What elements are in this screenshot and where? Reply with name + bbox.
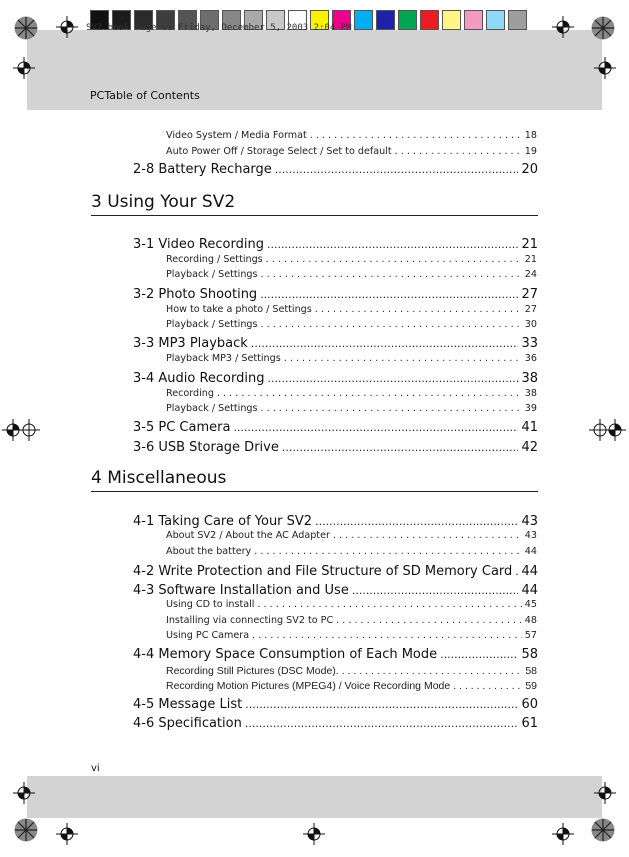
toc-page-number: 58 [525,665,537,677]
toc-entry-title: 4-3 Software Installation and Use [133,583,349,598]
toc-page-number: 42 [521,440,538,455]
toc-subentry[interactable] [166,615,537,629]
toc-page-number: 20 [521,162,538,177]
toc-page-number: 27 [521,287,538,302]
toc-entry-title: Video System / Media Format [166,130,307,141]
leader-dots [352,584,519,597]
color-swatch [442,10,461,30]
toc-entry-title: 3-3 MP3 Playback [133,336,248,351]
leader-dots [233,421,518,434]
toc-subentry[interactable] [166,319,537,333]
registration-mark-icon [552,16,574,38]
color-swatch [354,10,373,30]
toc-entry-title: Using PC Camera [166,630,250,641]
toc-entry-title: Recording [166,388,214,399]
toc-page-number: 61 [521,716,538,731]
toc-page-number: 24 [524,269,537,280]
toc-entry-title: 4-1 Taking Care of Your SV2 [133,514,313,529]
registration-mark-icon [56,823,78,845]
toc-page-number: 44 [521,564,538,579]
leader-dots [342,665,523,677]
toc-page-number: 44 [524,546,537,557]
registration-mark-icon [303,823,325,845]
toc-page-number: 44 [521,583,538,598]
toc-section[interactable] [133,420,538,437]
toc-entry-title: Playback / Settings [166,269,258,280]
toc-entry-title: How to take a photo / Settings [166,304,312,315]
toc-page-number: 39 [524,403,537,414]
leader-dots [282,441,519,454]
registration-mark-icon [13,782,35,804]
toc-entry-title: 4-5 Message List [133,697,243,712]
leader-dots [310,130,522,141]
toc-page-number: 21 [521,237,538,252]
registration-mark-icon [594,57,616,79]
toc-subentry[interactable] [166,146,537,160]
toc-entry-title: Playback MP3 / Settings [166,353,281,364]
toc-page-number: 43 [524,530,537,541]
toc-section[interactable] [133,647,538,664]
toc-subentry[interactable] [166,599,537,613]
star-target-icon [591,16,615,40]
leader-dots [217,388,522,399]
toc-section[interactable] [133,514,538,531]
toc-page-number: 48 [524,615,537,626]
color-swatch [464,10,483,30]
toc-subentry[interactable] [166,269,537,283]
toc-subentry[interactable] [166,680,537,694]
leader-dots [395,146,522,157]
leader-dots [453,680,522,692]
toc-page-number: 33 [521,336,538,351]
toc-entry-title: 3-1 Video Recording [133,237,264,252]
toc-section[interactable] [133,237,538,254]
leader-dots [336,615,522,626]
toc-section[interactable] [133,440,538,457]
registration-mark-icon [594,782,616,804]
toc-section[interactable] [133,564,538,581]
leader-dots [251,337,519,350]
toc-entry-title: Installing via connecting SV2 to PC [166,615,334,626]
leader-dots [440,648,518,661]
toc-section[interactable] [133,716,538,733]
toc-page-number: 58 [521,647,538,662]
star-target-icon [14,16,38,40]
color-swatch [420,10,439,30]
color-swatch [398,10,417,30]
leader-dots [275,163,519,176]
toc-page-number: 30 [524,319,537,330]
registration-mark-icon [604,419,626,441]
toc-entry-title: About SV2 / About the AC Adapter [166,530,330,541]
chapter-heading[interactable]: 4 Miscellaneous [91,467,538,492]
toc-subentry[interactable] [166,353,537,367]
toc-subentry[interactable] [166,130,537,144]
toc-entry-title: 3-4 Audio Recording [133,371,265,386]
color-swatch [486,10,505,30]
toc-page-number: 27 [524,304,537,315]
toc-section[interactable] [133,371,538,388]
chapter-heading[interactable]: 3 Using Your SV2 [91,191,538,216]
leader-dots [254,546,522,557]
print-slug: SV2.book Page vi Friday, December 5, 2003 2:04 PM [86,23,352,33]
leader-dots [267,372,518,385]
toc-entry-title: 3-6 USB Storage Drive [133,440,279,455]
toc-entry-title: 4-4 Memory Space Consumption of Each Mode [133,647,438,662]
leader-dots [245,717,519,730]
toc-entry-title: 3-2 Photo Shooting [133,287,258,302]
registration-mark-icon [552,823,574,845]
star-target-icon [14,818,38,842]
leader-dots [267,238,519,251]
toc-subentry[interactable] [166,665,537,679]
leader-dots [333,530,522,541]
registration-mark-icon [18,419,40,441]
toc-page-number: 59 [525,680,537,692]
toc-entry-title: Using CD to install [166,599,255,610]
footer-band [27,776,602,818]
toc-entry-title: 4-2 Write Protection and File Structure of SD Memory Card [133,564,513,579]
toc-page-number: 38 [521,371,538,386]
toc-subentry[interactable] [166,546,537,560]
leader-dots [284,353,522,364]
toc-entry-title: Auto Power Off / Storage Select / Set to default [166,146,392,157]
leader-dots [261,269,522,280]
toc-section[interactable] [133,697,538,714]
leader-dots [252,630,522,641]
color-swatch [376,10,395,30]
toc-page-number: 21 [524,254,537,265]
toc-entry-title: Recording Still Pictures (DSC Mode). [166,665,339,677]
toc-subentry[interactable] [166,304,537,318]
toc-entry-title: Recording / Settings [166,254,263,265]
leader-dots [315,515,518,528]
toc-entry-title: Playback / Settings [166,319,258,330]
leader-dots [257,599,521,610]
toc-page-number: 45 [524,599,537,610]
page-number: vi [91,763,100,774]
toc-entry-title: About the battery [166,546,252,557]
leader-dots [266,254,522,265]
toc-page-number: 19 [524,146,537,157]
toc-section[interactable] [133,287,538,304]
toc-page-number: 41 [521,420,538,435]
leader-dots [261,319,522,330]
toc-subentry[interactable] [166,630,537,644]
running-header: PCTable of Contents [90,89,200,102]
toc-page-number: 60 [521,697,538,712]
toc-subentry[interactable] [166,254,537,268]
toc-page-number: 43 [521,514,538,529]
toc-subentry[interactable] [166,530,537,544]
star-target-icon [591,818,615,842]
toc-subentry[interactable] [166,388,537,402]
toc-page-number: 18 [524,130,537,141]
toc-entry-title: 4-6 Specification [133,716,242,731]
toc-entry-title: Recording Motion Pictures (MPEG4) / Voice Recording Mode [166,680,451,692]
toc-page-number: 36 [524,353,537,364]
toc-entry-title: Playback / Settings [166,403,258,414]
toc-page-number: 57 [524,630,537,641]
color-swatch [508,10,527,30]
leader-dots [261,403,522,414]
leader-dots [515,565,518,578]
toc-subentry[interactable] [166,403,537,417]
toc-section[interactable] [133,162,538,179]
leader-dots [260,288,518,301]
registration-mark-icon [13,57,35,79]
toc-section[interactable] [133,583,538,600]
registration-mark-icon [56,16,78,38]
toc-section-title: 2-8 Battery Recharge [133,162,272,177]
leader-dots [315,304,522,315]
toc-page-number: 38 [524,388,537,399]
toc-entry-title: 3-5 PC Camera [133,420,231,435]
toc-section[interactable] [133,336,538,353]
leader-dots [245,698,518,711]
